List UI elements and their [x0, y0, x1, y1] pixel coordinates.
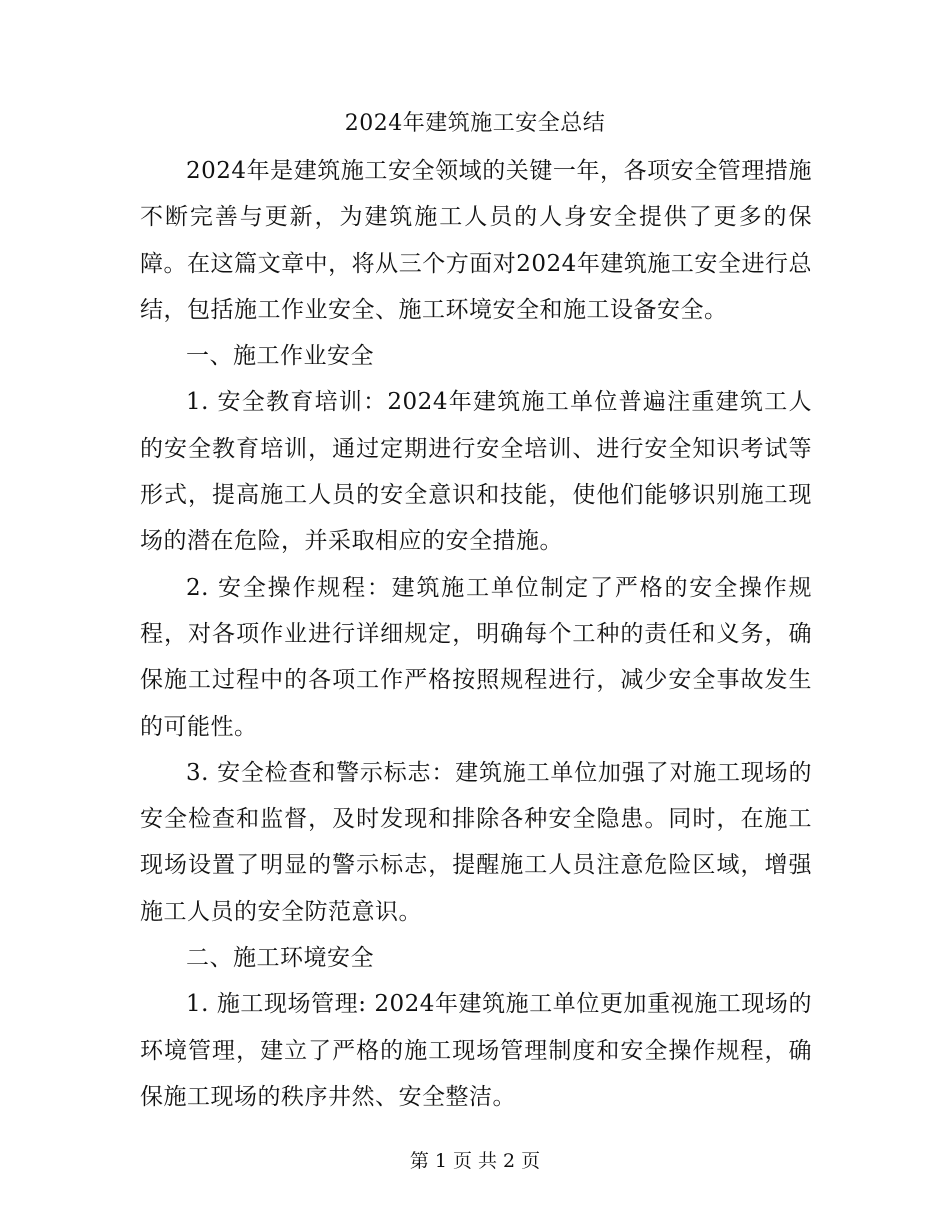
paragraph-inspection-signs: 3. 安全检查和警示标志：建筑施工单位加强了对施工现场的安全检查和监督，及时发现和排除各种安全隐患。同时，在施工现场设置了明显的警示标志，提醒施工人员注意危险区域，增强施工人员的安全防范意识。 — [140, 759, 812, 925]
paragraph-operation-rules: 2. 安全操作规程：建筑施工单位制定了严格的安全操作规程，对各项作业进行详细规定，明确每个工种的责任和义务，确保施工过程中的各项工作严格按照规程进行，减少安全事故发生的可能性。 — [140, 574, 812, 740]
paragraph-site-management: 1. 施工现场管理: 2024年建筑施工单位更加重视施工现场的环境管理，建立了严格的施工现场管理制度和安全操作规程，确保施工现场的秩序井然、安全整洁。 — [140, 991, 812, 1110]
document-title: 2024年建筑施工安全总结 — [344, 111, 606, 136]
section-heading-environment-safety: 二、施工环境安全 — [186, 945, 374, 972]
section-heading-work-safety: 一、施工作业安全 — [186, 343, 374, 370]
page-number-footer: 第 1 页 共 2 页 — [409, 1150, 541, 1172]
paragraph-safety-training: 1. 安全教育培训：2024年建筑施工单位普遍注重建筑工人的安全教育培训，通过定期进行安全培训、进行安全知识考试等形式，提高施工人员的安全意识和技能，使他们能够识别施工现场的潜在危险，并采取相应的安全措施。 — [140, 389, 812, 555]
intro-paragraph: 2024年是建筑施工安全领域的关键一年，各项安全管理措施不断完善与更新，为建筑施工人员的人身安全提供了更多的保障。在这篇文章中，将从三个方面对2024年建筑施工安全进行总结，包括施工作业安全、施工环境安全和施工设备安全。 — [140, 158, 812, 323]
document-body — [140, 148, 812, 1120]
